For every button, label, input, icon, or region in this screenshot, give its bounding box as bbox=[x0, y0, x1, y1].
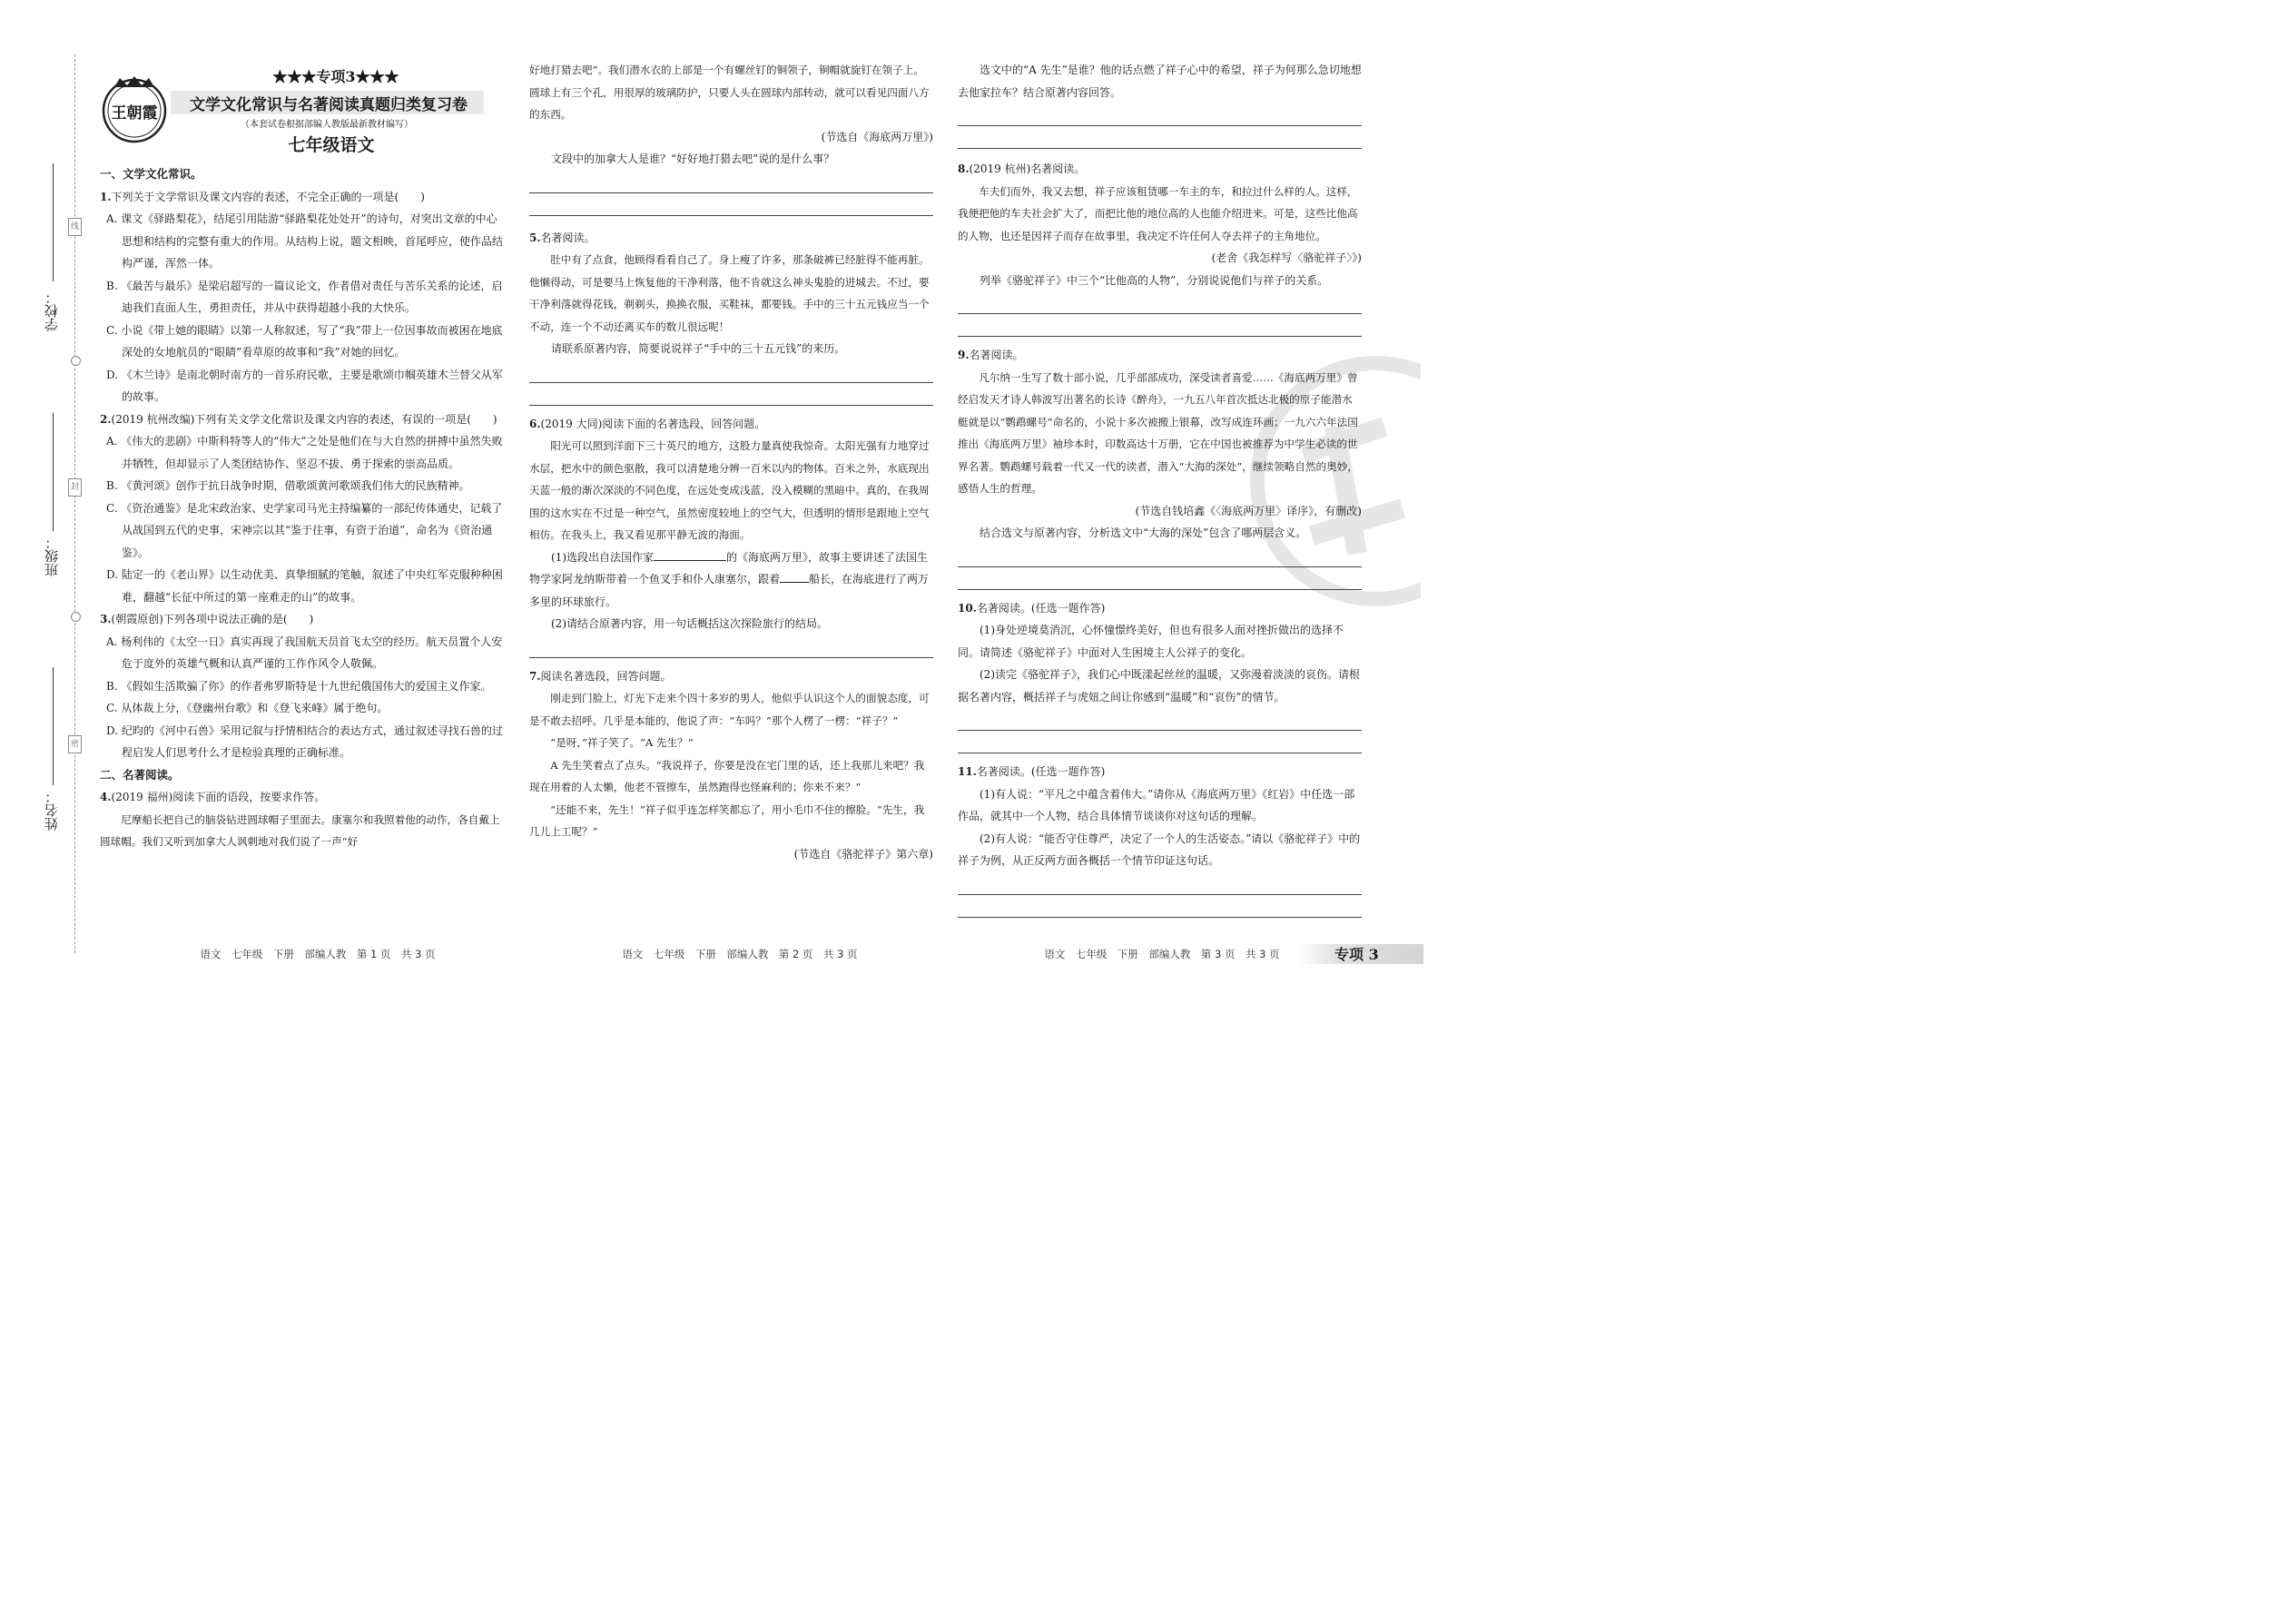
question-number: 6. bbox=[529, 417, 541, 430]
question-number: 7. bbox=[529, 669, 541, 683]
logo bbox=[98, 73, 171, 145]
sub-question-text: (1)选段出自法国作家 bbox=[551, 550, 654, 564]
answer-line[interactable] bbox=[958, 872, 1362, 895]
question-5 bbox=[529, 227, 933, 250]
sub-question-2: (2)有人说：“能否守住尊严，决定了一个人的生活姿态。”请以《骆驼祥子》中的祥子为例，从正反两方面各概括一个情节印证这句话。 bbox=[958, 832, 1361, 867]
question-2 bbox=[100, 408, 504, 431]
footer-tag: 专项 3 bbox=[1334, 946, 1379, 963]
question-text: 名著阅读。(任选一题作答) bbox=[976, 765, 1106, 778]
passage: 刚走到门脸上，灯光下走来个四十多岁的男人，他似乎认识这个人的面貌态度，可是不敢去招呼。几乎是本能的，他说了声：“车吗？”那个人楞了一楞：“祥子？” bbox=[529, 692, 930, 727]
section-heading: 一、文学文化常识。 bbox=[100, 167, 202, 181]
title-note: （本套试卷根据部编人教版最新教材编写） bbox=[241, 120, 413, 130]
answer-line[interactable] bbox=[529, 635, 933, 658]
blank-field[interactable] bbox=[654, 547, 726, 561]
column-1 bbox=[100, 163, 504, 853]
question-text: (2019 大同)阅读下面的名著选段，回答问题。 bbox=[540, 417, 766, 430]
option-b[interactable]: B. 《黄河颂》创作于抗日战争时期，借歌颂黄河歌颂我们伟大的民族精神。 bbox=[106, 479, 470, 492]
question-prompt: 结合选文与原著内容，分析选文中“大海的深处”包含了哪两层含义。 bbox=[980, 527, 1307, 539]
passage: “是呀，”祥子笑了。“A 先生？” bbox=[550, 736, 694, 749]
option-d[interactable]: D. 陆定一的《老山界》以生动优美、真挚细腻的笔触，叙述了中央红军克服种种困难，翻越“长征中所过的第一座难走的山”的故事。 bbox=[106, 568, 503, 604]
question-number: 10. bbox=[958, 601, 977, 615]
school-field[interactable] bbox=[53, 163, 54, 281]
question-text: 阅读名著选段，回答问题。 bbox=[540, 669, 672, 683]
question-number: 4. bbox=[100, 791, 112, 803]
answer-line[interactable] bbox=[529, 193, 933, 216]
blank-field[interactable] bbox=[780, 569, 809, 583]
section-heading: 二、名著阅读。 bbox=[100, 767, 180, 782]
cut-line bbox=[74, 54, 75, 953]
option-a[interactable]: A. 《伟大的悲剧》中斯科特等人的“伟大”之处是他们在与大自然的拼搏中虽然失败并牺牲，但却显示了人类团结协作、坚忍不拔、勇于探索的崇高品质。 bbox=[106, 435, 503, 470]
question-number: 11. bbox=[958, 765, 977, 778]
question-number: 2. bbox=[100, 412, 112, 426]
sub-question-1 bbox=[529, 546, 933, 614]
answer-line[interactable] bbox=[958, 567, 1362, 590]
question-6 bbox=[529, 413, 933, 436]
answer-line[interactable] bbox=[958, 708, 1362, 731]
answer-line[interactable] bbox=[529, 171, 933, 193]
question-9 bbox=[958, 344, 1362, 367]
option-a[interactable]: A. 课文《驿路梨花》，结尾引用陆游“驿路梨花处处开”的诗句，对突出文章的中心思想和结构的完整有重大的作用。从结构上说，题文相映，首尾呼应，使作品结构严谨，浑然一体。 bbox=[106, 212, 504, 270]
series-label: ★★★专项3★★★ bbox=[272, 68, 399, 85]
question-text: 名著阅读。(任选一题作答) bbox=[976, 601, 1106, 615]
seal-mark-feng: 封 bbox=[68, 478, 82, 497]
answer-line[interactable] bbox=[529, 360, 933, 383]
answer-line[interactable] bbox=[958, 291, 1362, 314]
passage-source: (节选自《骆驼祥子》第六章) bbox=[793, 847, 933, 861]
option-b[interactable]: B. 《最苦与最乐》是梁启超写的一篇议论文，作者借对责任与苦乐关系的论述，启迪我们直面人生，勇担责任，并从中获得超越小我的大快乐。 bbox=[106, 279, 503, 314]
answer-line[interactable] bbox=[958, 895, 1362, 918]
option-a[interactable]: A. 杨利伟的《太空一日》真实再现了我国航天员首飞太空的经历。航天员置个人安危于度外的英雄气概和认真严谨的工作作风令人敬佩。 bbox=[106, 635, 503, 670]
school-label: 学校： bbox=[44, 290, 60, 331]
column-3 bbox=[958, 59, 1362, 918]
sub-question-text: 船长，在海底进行了两万多里的环球旅行。 bbox=[529, 573, 930, 608]
name-field[interactable] bbox=[53, 667, 54, 785]
question-number: 1. bbox=[100, 190, 112, 203]
sub-question-2: (2)请结合原著内容，用一句话概括这次探险旅行的结局。 bbox=[551, 617, 829, 630]
question-text: (2019 杭州改编)下列有关文学文化常识及课文内容的表述，有误的一项是( ) bbox=[111, 412, 497, 426]
question-3 bbox=[100, 608, 504, 631]
subject-title: 七年级语文 bbox=[288, 135, 375, 155]
option-d[interactable]: D. 《木兰诗》是南北朝时南方的一首乐府民歌，主要是歌颂巾帼英雄木兰替父从军的故事。 bbox=[106, 368, 503, 403]
class-field[interactable] bbox=[53, 413, 54, 531]
option-c[interactable]: C. 小说《带上她的眼睛》以第一人称叙述，写了“我”带上一位因事故而被困在地底深处的女地航员的“眼睛”看草原的故事和“我”对她的回忆。 bbox=[106, 323, 503, 359]
answer-line[interactable] bbox=[958, 126, 1362, 149]
option-c[interactable]: C. 《资治通鉴》是北宋政治家、史学家司马光主持编纂的一部纪传体通史，记载了从战国到五代的史事，宋神宗以其“鉴于往事，有资于治道”，命名为《资治通鉴》。 bbox=[106, 501, 503, 559]
question-8 bbox=[958, 158, 1362, 181]
class-label: 班级： bbox=[44, 536, 60, 576]
passage: 车夫们而外，我又去想，祥子应该租赁哪一车主的车，和拉过什么样的人。这样，我便把他的车夫社会扩大了，而把比他的地位高的人也能介绍进来。可是，这些比他高的人物，也还是因祥子而存在故事里，我决定不许任何人夺去祥子的主角地位。 bbox=[958, 184, 1358, 242]
name-label: 姓名： bbox=[44, 790, 60, 831]
seal-mark-xian: 线 bbox=[68, 218, 82, 236]
question-text: (2019 福州)阅读下面的语段，按要求作答。 bbox=[111, 791, 326, 803]
answer-line[interactable] bbox=[958, 103, 1362, 126]
passage-source: (节选自钱培鑫《〈海底两万里〉译序》，有删改) bbox=[1135, 504, 1362, 517]
logo-text: 王朝霞 bbox=[111, 104, 158, 123]
question-prompt: 列举《骆驼祥子》中三个“比他高的人物”，分别说说他们与祥子的关系。 bbox=[980, 273, 1329, 287]
answer-line[interactable] bbox=[958, 314, 1362, 337]
question-text: (朝霞原创)下列各项中说法正确的是( ) bbox=[111, 613, 314, 625]
passage: 肚中有了点食，他顾得看看自己了。身上瘦了许多，那条破裤已经脏得不能再脏。他懒得动，可是要马上恢复他的干净利落，他不肯就这么神头鬼脸的进城去。不过，要干净利落就得花钱，剃剃头，换换衣服，买鞋袜，都要钱。手中的三十五元钱应当一个不动，连一个不动还离买车的数儿很远呢！ bbox=[529, 253, 930, 333]
passage-source: (老舍《我怎样写〈骆驼祥子〉》) bbox=[1211, 251, 1362, 264]
sub-question-1: (1)有人说：“平凡之中蕴含着伟大。”请你从《海底两万里》《红岩》中任选一部作品，就其中一个人物，结合具体情节谈谈你对这句话的理解。 bbox=[958, 787, 1355, 822]
question-text: 名著阅读。 bbox=[540, 231, 596, 244]
answer-line[interactable] bbox=[958, 545, 1362, 567]
hole-mark bbox=[71, 612, 81, 622]
question-number: 5. bbox=[529, 231, 541, 244]
question-prompt: 选文中的“A 先生”是谁？他的话点燃了祥子心中的希望，祥子为何那么急切地想去他家拉车？结合原著内容回答。 bbox=[958, 64, 1362, 99]
passage: 好地打猎去吧”。我们潜水衣的上部是一个有螺丝钉的铜领子，铜帽就旋钉在领子上。圆球上有三个孔，用很厚的玻璃防护，只要人头在圆球内部转动，就可以看见四面八方的东西。 bbox=[529, 64, 930, 121]
seal-mark-mi: 密 bbox=[68, 735, 82, 753]
question-text: 下列关于文学常识及课文内容的表述，不完全正确的一项是( ) bbox=[111, 190, 425, 203]
column-2 bbox=[529, 59, 933, 865]
question-10 bbox=[958, 597, 1362, 620]
hole-mark bbox=[71, 356, 81, 366]
question-prompt: 文段中的加拿大人是谁？“好好地打猎去吧”说的是什么事？ bbox=[551, 153, 835, 165]
page-footer-1: 语文 七年级 下册 部编人教 第 1 页 共 3 页 bbox=[200, 948, 436, 960]
question-1 bbox=[100, 186, 504, 209]
sub-question-text: 的《海底两万里》，故事主要讲述了法国生物学家阿龙纳斯带着一个鱼叉手和仆人康塞尔，跟着 bbox=[529, 550, 929, 586]
page-footer-2: 语文 七年级 下册 部编人教 第 2 页 共 3 页 bbox=[622, 948, 858, 960]
passage: “还能不来，先生！”祥子似乎连怎样笑都忘了，用小毛巾不住的擦脸。“先生，我几儿上工呢？” bbox=[529, 802, 925, 838]
question-7 bbox=[529, 665, 933, 688]
passage: A 先生笑着点了点头。“我说祥子，你要是没在宅门里的话，还上我那儿来吧？我现在用着的人太懒，他老不管擦车，虽然跑得也怪麻利的；你来不来？” bbox=[529, 758, 925, 793]
sub-question-2: (2)读完《骆驼祥子》，我们心中既漾起丝丝的温暖，又弥漫着淡淡的哀伤。请根据名著内容，概括祥子与虎妞之间让你感到“温暖”和“哀伤”的情节。 bbox=[958, 668, 1361, 704]
passage: 尼摩船长把自己的脑袋钻进圆球帽子里面去。康塞尔和我照着他的动作，各自戴上圆球帽。我们又听到加拿大人讽刺地对我们说了一声“好 bbox=[100, 812, 500, 848]
answer-line[interactable] bbox=[529, 383, 933, 406]
question-prompt: 请联系原著内容，简要说说祥子“手中的三十五元钱”的来历。 bbox=[551, 342, 846, 355]
option-b[interactable]: B. 《假如生活欺骗了你》的作者弗罗斯特是十九世纪俄国伟大的爱国主义作家。 bbox=[106, 679, 492, 693]
option-c[interactable]: C. 从体裁上分，《登幽州台歌》和《登飞来峰》属于绝句。 bbox=[106, 702, 389, 714]
passage: 阳光可以照到洋面下三十英尺的地方，这股力量真使我惊奇。太阳光强有力地穿过水层，把水中的颜色驱散，我可以清楚地分辨一百米以内的物体。百米之外，水底现出天蓝一般的渐次深淡的不同色度，在远处变成浅蓝，没入模糊的黑暗中。真的，在我周围的这水实在不过是一种空气，虽然密度较地上的空气大，但透明的情形是跟地上空气相仿。在我头上，我又看见那平静无波的海面。 bbox=[529, 439, 930, 541]
option-d[interactable]: D. 纪昀的《河中石兽》采用记叙与抒情相结合的表达方式，通过叙述寻找石兽的过程启发人们思考什么才是检验真理的正确标准。 bbox=[106, 723, 503, 759]
question-4 bbox=[100, 786, 504, 809]
question-text: (2019 杭州)名著阅读。 bbox=[969, 162, 1086, 175]
question-text: 名著阅读。 bbox=[969, 349, 1024, 361]
sub-question-1: (1)身处逆境莫消沉，心怀憧憬终美好，但也有很多人面对挫折做出的选择不同。请简述《骆驼祥子》中面对人生困境主人公祥子的变化。 bbox=[958, 624, 1344, 659]
answer-line[interactable] bbox=[958, 731, 1362, 753]
passage-source: (节选自《海底两万里》) bbox=[821, 130, 933, 143]
question-number: 3. bbox=[100, 613, 112, 625]
page-footer-3: 语文 七年级 下册 部编人教 第 3 页 共 3 页 bbox=[1044, 948, 1280, 960]
question-11 bbox=[958, 761, 1362, 783]
question-number: 9. bbox=[958, 349, 970, 361]
question-number: 8. bbox=[958, 162, 970, 175]
page-title: 文学文化常识与名著阅读真题归类复习卷 bbox=[190, 96, 468, 114]
passage: 凡尔纳一生写了数十部小说，几乎部部成功，深受读者喜爱……《海底两万里》曾经启发天才诗人韩波写出著名的长诗《醉舟》，一九五八年首次抵达北极的原子能潜水艇就是以“鹦鹉螺号”命名的，小说十多次被搬上银幕，改写成连环画；一九六六年法国推出《海底两万里》袖珍本时，印数高达十万册，它在中国也被推荐为中学生必读的世界名著。鹦鹉螺号载着一代又一代的读者，潜入“大海的深处”，继续领略自然的奥妙，感悟人生的哲理。 bbox=[958, 370, 1358, 495]
binding-margin bbox=[0, 0, 91, 1005]
